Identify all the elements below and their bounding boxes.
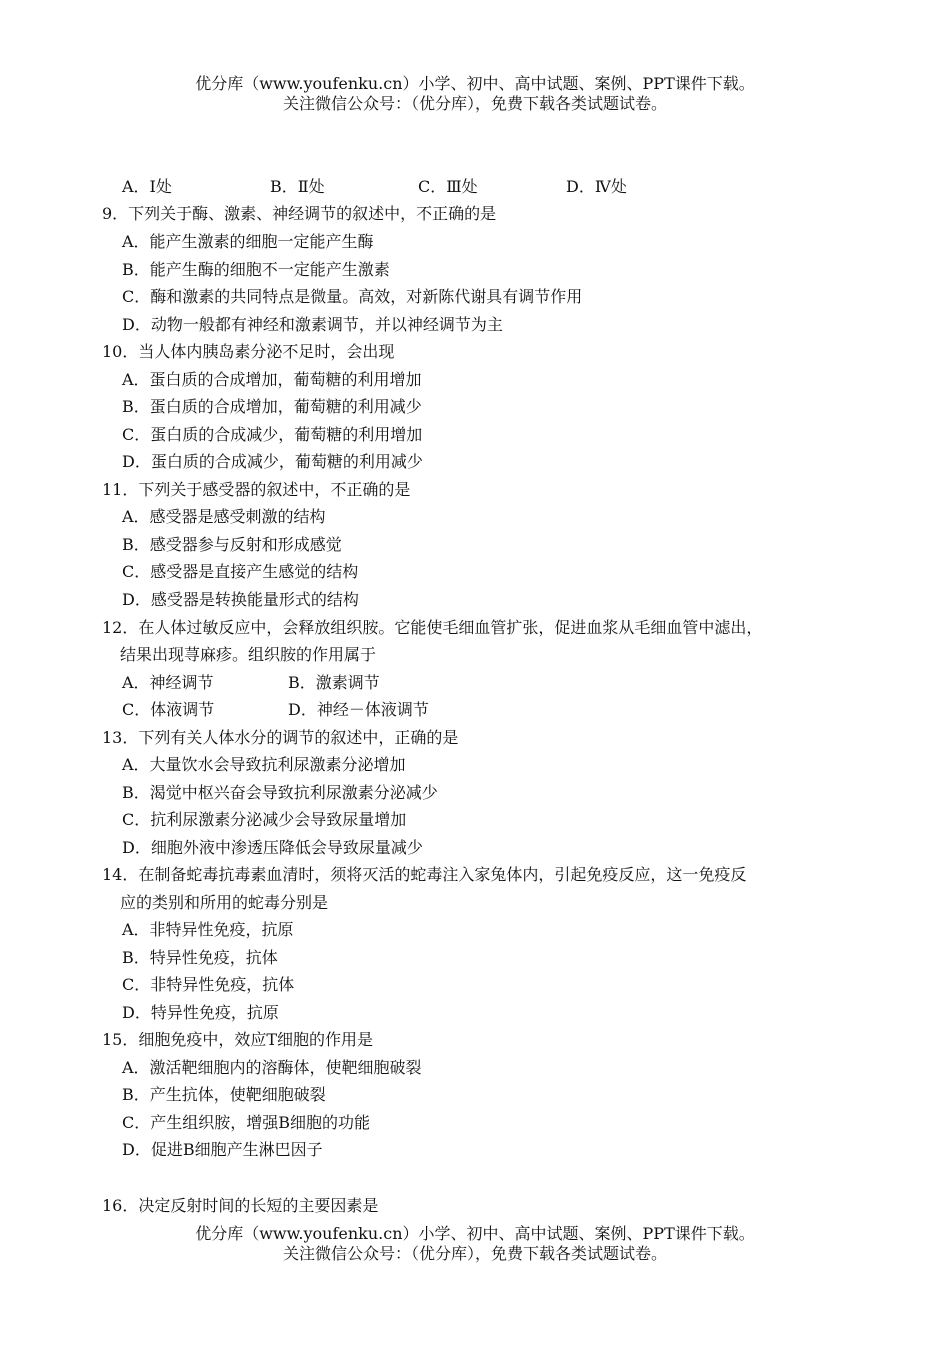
question-14-option-a: A．非特异性免疫，抗原: [122, 920, 294, 939]
page-footer: [0, 1224, 950, 1264]
question-14-stem-continued: 应的类别和所用的蛇毒分别是: [120, 893, 329, 912]
q8-option-a: A．Ⅰ处: [122, 177, 172, 196]
q8-option-d: D．Ⅳ处: [566, 177, 627, 196]
question-11-option-d: D．感受器是转换能量形式的结构: [122, 590, 359, 609]
question-10-option-c: C．蛋白质的合成减少，葡萄糖的利用增加: [122, 425, 423, 444]
question-10-option-b: B．蛋白质的合成增加，葡萄糖的利用减少: [122, 397, 422, 416]
footer-line-2: 关注微信公众号：（优分库），免费下载各类试题试卷。: [282, 1244, 667, 1263]
question-13-option-b: B．渴觉中枢兴奋会导致抗利尿激素分泌减少: [122, 783, 438, 802]
question-16-stem: 16．决定反射时间的长短的主要因素是: [102, 1196, 379, 1215]
question-9-option-a: A．能产生激素的细胞一定能产生酶: [122, 232, 374, 251]
question-13-stem: 13．下列有关人体水分的调节的叙述中，正确的是: [102, 728, 459, 747]
question-13-option-a: A．大量饮水会导致抗利尿激素分泌增加: [122, 755, 406, 774]
question-12-options-row-1: [122, 672, 380, 694]
q8-option-c: C．Ⅲ处: [418, 177, 478, 196]
footer-line-1: 优分库（www.youfenku.cn）小学、初中、高中试题、案例、PPT课件下载。: [195, 1224, 755, 1243]
question-10-stem: 10．当人体内胰岛素分泌不足时，会出现: [102, 342, 395, 361]
header-line-2: 关注微信公众号：（优分库），免费下载各类试题试卷。: [282, 94, 667, 113]
question-9-option-b: B．能产生酶的细胞不一定能产生激素: [122, 260, 390, 279]
question-12-stem-continued: 结果出现荨麻疹。组织胺的作用属于: [120, 645, 377, 664]
question-12-option-b: B．激素调节: [288, 673, 380, 692]
question-13-option-c: C．抗利尿激素分泌减少会导致尿量增加: [122, 810, 407, 829]
question-11-option-a: A．感受器是感受刺激的结构: [122, 507, 326, 526]
question-12-option-a: A．神经调节: [122, 673, 214, 692]
question-12-option-c: C．体液调节: [122, 700, 215, 719]
question-12-stem: 12．在人体过敏反应中，会释放组织胺。它能使毛细血管扩张，促进血浆从毛细血管中滤出，: [102, 618, 763, 637]
question-12-option-d: D．神经－体液调节: [288, 700, 429, 719]
q8-option-b: B．Ⅱ处: [270, 177, 325, 196]
question-14-stem: 14．在制备蛇毒抗毒素血清时，须将灭活的蛇毒注入家兔体内，引起免疫反应，这一免疫反: [102, 865, 747, 884]
question-13-option-d: D．细胞外液中渗透压降低会导致尿量减少: [122, 838, 423, 857]
question-9-option-d: D．动物一般都有神经和激素调节，并以神经调节为主: [122, 315, 503, 334]
question-14-option-b: B．特异性免疫，抗体: [122, 948, 278, 967]
question-11-option-b: B．感受器参与反射和形成感觉: [122, 535, 342, 554]
question-9-option-c: C．酶和激素的共同特点是微量。高效，对新陈代谢具有调节作用: [122, 287, 583, 306]
question-15-option-c: C．产生组织胺，增强B细胞的功能: [122, 1113, 371, 1132]
question-15-option-b: B．产生抗体，使靶细胞破裂: [122, 1085, 326, 1104]
page-header: [0, 74, 950, 114]
question-15-stem: 15．细胞免疫中，效应T细胞的作用是: [102, 1030, 374, 1049]
question-11-stem: 11．下列关于感受器的叙述中，不正确的是: [102, 480, 411, 499]
question-14-option-d: D．特异性免疫，抗原: [122, 1003, 279, 1022]
question-15-option-a: A．激活靶细胞内的溶酶体，使靶细胞破裂: [122, 1058, 422, 1077]
question-15-option-d: D．促进B细胞产生淋巴因子: [122, 1140, 323, 1159]
question-14-option-c: C．非特异性免疫，抗体: [122, 975, 295, 994]
header-line-1: 优分库（www.youfenku.cn）小学、初中、高中试题、案例、PPT课件下载。: [195, 74, 755, 93]
q8-options-row: [122, 176, 627, 198]
question-10-option-a: A．蛋白质的合成增加，葡萄糖的利用增加: [122, 370, 422, 389]
question-12-options-row-2: [122, 699, 429, 721]
question-11-option-c: C．感受器是直接产生感觉的结构: [122, 562, 359, 581]
question-10-option-d: D．蛋白质的合成减少，葡萄糖的利用减少: [122, 452, 423, 471]
question-9-stem: 9．下列关于酶、激素、神经调节的叙述中，不正确的是: [102, 204, 497, 223]
